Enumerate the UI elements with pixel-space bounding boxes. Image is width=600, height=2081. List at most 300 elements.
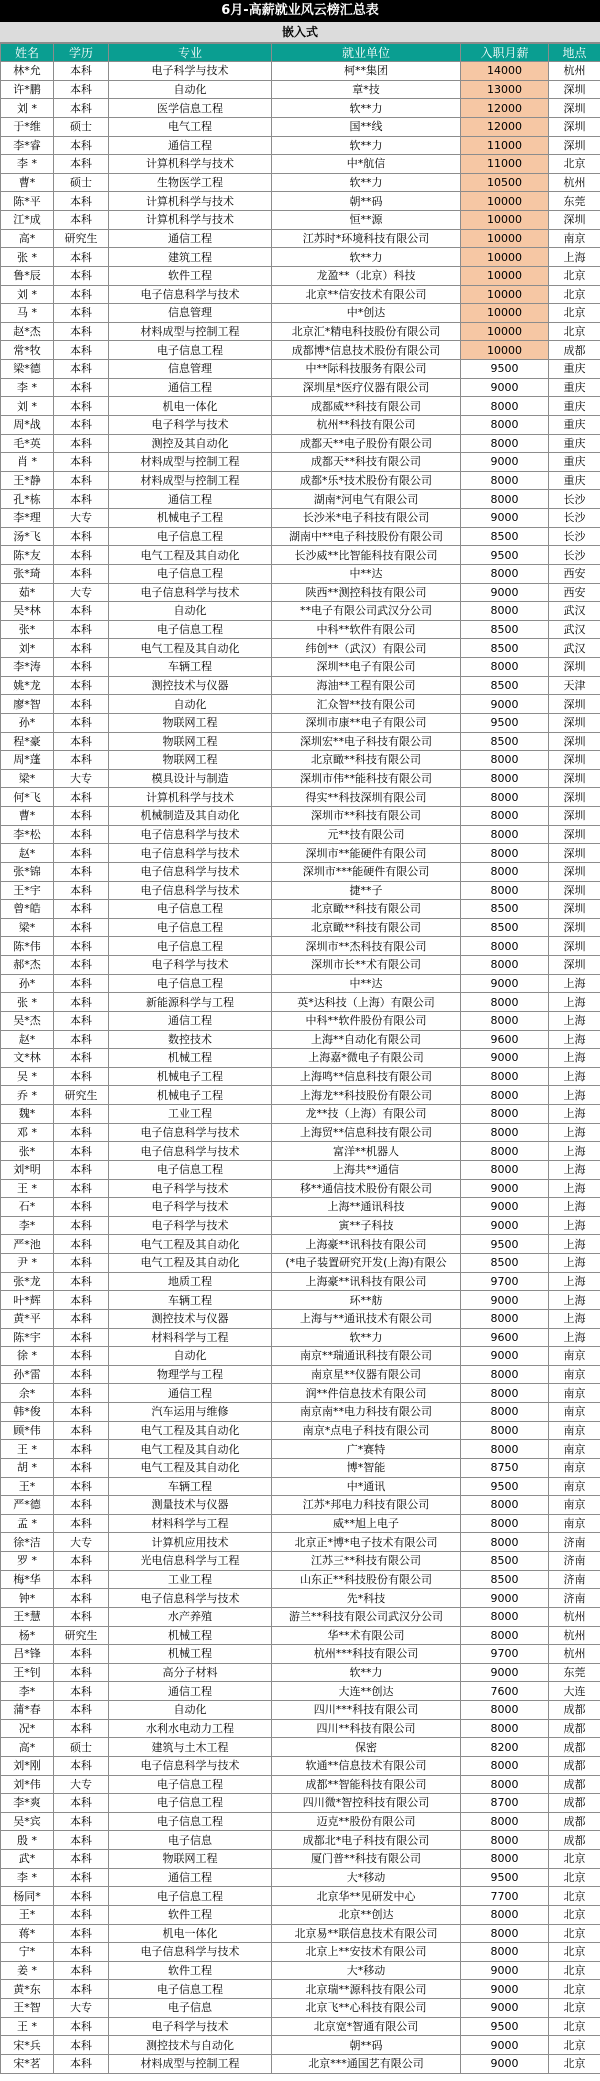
cell-major: 通信工程 (109, 1011, 272, 1030)
cell-employer: 长沙米*电子科技有限公司 (272, 509, 461, 528)
cell-salary: 9000 (461, 2036, 549, 2055)
cell-employer: 得实**科技深圳有限公司 (272, 788, 461, 807)
cell-major: 计算机应用技术 (109, 1533, 272, 1552)
cell-salary: 10000 (461, 192, 549, 211)
cell-major: 物联网工程 (109, 751, 272, 770)
cell-major: 电子信息工程 (109, 918, 272, 937)
cell-degree: 本科 (54, 1179, 109, 1198)
table-row (1, 1850, 600, 1869)
table-row (1, 490, 600, 509)
cell-degree: 本科 (54, 1309, 109, 1328)
cell-name: 高* (1, 229, 54, 248)
table-row (1, 266, 600, 285)
cell-salary: 9600 (461, 1030, 549, 1049)
col-header-major: 专业 (109, 44, 272, 62)
cell-employer: 北京瞰**科技有限公司 (272, 900, 461, 919)
cell-location: 重庆 (549, 434, 600, 453)
cell-name: 杨同* (1, 1887, 54, 1906)
cell-degree: 本科 (54, 900, 109, 919)
cell-major: 水利水电动力工程 (109, 1719, 272, 1738)
cell-salary: 8000 (461, 993, 549, 1012)
cell-employer: 深圳市长**术有限公司 (272, 956, 461, 975)
cell-degree: 本科 (54, 2036, 109, 2055)
table-row (1, 956, 600, 975)
cell-salary: 10000 (461, 248, 549, 267)
cell-degree: 本科 (54, 1477, 109, 1496)
cell-employer: 华**术有限公司 (272, 1626, 461, 1645)
cell-location: 北京 (549, 322, 600, 341)
cell-name: 林*允 (1, 62, 54, 81)
cell-salary: 8000 (461, 1533, 549, 1552)
table-row (1, 62, 600, 81)
cell-employer: 纬创**（武汉）有限公司 (272, 639, 461, 658)
cell-location: 北京 (549, 1980, 600, 1999)
cell-major: 电气工程及其自动化 (109, 1458, 272, 1477)
table-row (1, 620, 600, 639)
cell-location: 上海 (549, 1086, 600, 1105)
cell-major: 测控及其自动化 (109, 434, 272, 453)
table-row (1, 1477, 600, 1496)
cell-employer: 陕西**测控科技有限公司 (272, 583, 461, 602)
cell-name: 吴*林 (1, 602, 54, 621)
cell-location: 上海 (549, 993, 600, 1012)
cell-name: 郝*杰 (1, 956, 54, 975)
cell-name: 魏* (1, 1105, 54, 1124)
table-row (1, 732, 600, 751)
table-row (1, 695, 600, 714)
cell-degree: 本科 (54, 1123, 109, 1142)
table-row (1, 1254, 600, 1273)
cell-degree: 本科 (54, 918, 109, 937)
cell-salary: 8000 (461, 825, 549, 844)
cell-employer: 深圳市康**电子有限公司 (272, 713, 461, 732)
cell-location: 深圳 (549, 80, 600, 99)
cell-major: 通信工程 (109, 378, 272, 397)
cell-employer: 龙**技（上海）有限公司 (272, 1105, 461, 1124)
cell-degree: 本科 (54, 639, 109, 658)
cell-location: 成都 (549, 1719, 600, 1738)
cell-location: 济南 (549, 1589, 600, 1608)
cell-location: 长沙 (549, 490, 600, 509)
cell-location: 东莞 (549, 192, 600, 211)
cell-employer: 上海共**通信 (272, 1160, 461, 1179)
cell-location: 北京 (549, 1905, 600, 1924)
cell-name: 杨* (1, 1626, 54, 1645)
cell-employer: 长沙威**比智能科技有限公司 (272, 546, 461, 565)
cell-major: 电气工程 (109, 117, 272, 136)
cell-name: 张*琦 (1, 564, 54, 583)
cell-location: 上海 (549, 1309, 600, 1328)
cell-salary: 8500 (461, 918, 549, 937)
cell-salary: 8000 (461, 862, 549, 881)
cell-degree: 本科 (54, 620, 109, 639)
cell-salary: 8000 (461, 1403, 549, 1422)
cell-degree: 本科 (54, 2054, 109, 2073)
cell-location: 北京 (549, 1943, 600, 1962)
cell-salary: 13000 (461, 80, 549, 99)
cell-employer: 国**线 (272, 117, 461, 136)
cell-salary: 8000 (461, 1160, 549, 1179)
cell-major: 模具设计与制造 (109, 769, 272, 788)
cell-degree: 本科 (54, 527, 109, 546)
cell-name: 文*林 (1, 1049, 54, 1068)
table-row (1, 1309, 600, 1328)
cell-salary: 8000 (461, 1607, 549, 1626)
table-row (1, 1421, 600, 1440)
cell-employer: 北京飞**心科技有限公司 (272, 1999, 461, 2018)
cell-major: 机械电子工程 (109, 1067, 272, 1086)
cell-major: 电子信息工程 (109, 1794, 272, 1813)
cell-salary: 8000 (461, 1812, 549, 1831)
cell-name: 赵* (1, 1030, 54, 1049)
cell-major: 电子科学与技术 (109, 1198, 272, 1217)
cell-name: 张 * (1, 993, 54, 1012)
cell-salary: 9000 (461, 1961, 549, 1980)
cell-name: 吕*锋 (1, 1645, 54, 1664)
cell-degree: 硕士 (54, 117, 109, 136)
table-row (1, 1235, 600, 1254)
cell-salary: 8000 (461, 1421, 549, 1440)
cell-name: 孙*雷 (1, 1365, 54, 1384)
cell-name: 宋*兵 (1, 2036, 54, 2055)
cell-salary: 9000 (461, 583, 549, 602)
cell-employer: 上海**自动化有限公司 (272, 1030, 461, 1049)
cell-major: 机械电子工程 (109, 1086, 272, 1105)
cell-location: 上海 (549, 1198, 600, 1217)
cell-employer: 江苏*邦电力科技有限公司 (272, 1496, 461, 1515)
table-row (1, 1868, 600, 1887)
cell-degree: 本科 (54, 564, 109, 583)
cell-degree: 本科 (54, 1589, 109, 1608)
cell-salary: 8500 (461, 620, 549, 639)
cell-salary: 7600 (461, 1682, 549, 1701)
cell-name: 王 * (1, 1179, 54, 1198)
table-row (1, 1905, 600, 1924)
cell-location: 上海 (549, 1011, 600, 1030)
cell-employer: 南京*点电子科技有限公司 (272, 1421, 461, 1440)
cell-employer: 软通**信息技术有限公司 (272, 1756, 461, 1775)
cell-degree: 本科 (54, 2017, 109, 2036)
cell-degree: 本科 (54, 1552, 109, 1571)
cell-major: 汽车运用与维修 (109, 1403, 272, 1422)
cell-name: 王*宇 (1, 881, 54, 900)
cell-employer: 北京华**见研发中心 (272, 1887, 461, 1906)
cell-degree: 本科 (54, 266, 109, 285)
cell-salary: 8500 (461, 1552, 549, 1571)
cell-employer: 威**旭上电子 (272, 1514, 461, 1533)
cell-employer: 中*创达 (272, 304, 461, 323)
cell-major: 物联网工程 (109, 1850, 272, 1869)
cell-major: 建筑工程 (109, 248, 272, 267)
cell-employer: 南京**瑞通讯科技有限公司 (272, 1347, 461, 1366)
cell-location: 长沙 (549, 527, 600, 546)
cell-degree: 本科 (54, 1421, 109, 1440)
cell-name: 常*牧 (1, 341, 54, 360)
cell-degree: 本科 (54, 751, 109, 770)
table-row (1, 1701, 600, 1720)
table-body (1, 62, 600, 2074)
cell-major: 机械工程 (109, 1645, 272, 1664)
cell-location: 深圳 (549, 937, 600, 956)
cell-major: 电子信息工程 (109, 620, 272, 639)
cell-degree: 本科 (54, 1496, 109, 1515)
cell-degree: 本科 (54, 62, 109, 81)
employment-table (0, 43, 600, 2074)
cell-name: 王*钊 (1, 1663, 54, 1682)
cell-major: 电子信息科学与技术 (109, 825, 272, 844)
cell-major: 电子信息工程 (109, 1812, 272, 1831)
table-row (1, 974, 600, 993)
cell-employer: 迈克**股份有限公司 (272, 1812, 461, 1831)
cell-degree: 本科 (54, 1812, 109, 1831)
cell-major: 电子信息工程 (109, 527, 272, 546)
table-row (1, 1049, 600, 1068)
cell-salary: 8000 (461, 1905, 549, 1924)
cell-name: 吴*杰 (1, 1011, 54, 1030)
cell-name: 王*智 (1, 1999, 54, 2018)
cell-employer: 软**力 (272, 136, 461, 155)
cell-degree: 本科 (54, 825, 109, 844)
cell-salary: 9000 (461, 974, 549, 993)
cell-salary: 9500 (461, 1868, 549, 1887)
cell-degree: 本科 (54, 732, 109, 751)
cell-employer: 软**力 (272, 1328, 461, 1347)
cell-major: 电子信息 (109, 1831, 272, 1850)
cell-employer: 移**通信技术股份有限公司 (272, 1179, 461, 1198)
cell-location: 北京 (549, 1887, 600, 1906)
cell-major: 机电一体化 (109, 1924, 272, 1943)
cell-location: 大连 (549, 1682, 600, 1701)
cell-degree: 本科 (54, 1254, 109, 1273)
cell-salary: 9000 (461, 1980, 549, 1999)
cell-location: 深圳 (549, 956, 600, 975)
cell-major: 软件工程 (109, 1905, 272, 1924)
cell-name: 孙* (1, 974, 54, 993)
cell-location: 上海 (549, 1142, 600, 1161)
cell-employer: 北京正*博*电子技术有限公司 (272, 1533, 461, 1552)
cell-degree: 本科 (54, 844, 109, 863)
cell-location: 北京 (549, 304, 600, 323)
cell-major: 生物医学工程 (109, 173, 272, 192)
cell-salary: 9000 (461, 1589, 549, 1608)
cell-major: 电子信息工程 (109, 974, 272, 993)
cell-employer: 上海豪**讯科技有限公司 (272, 1272, 461, 1291)
cell-employer: 广*赛特 (272, 1440, 461, 1459)
cell-major: 测控技术与仪器 (109, 1309, 272, 1328)
cell-name: 吴 * (1, 1067, 54, 1086)
cell-degree: 本科 (54, 1682, 109, 1701)
cell-major: 通信工程 (109, 229, 272, 248)
cell-salary: 8000 (461, 1756, 549, 1775)
cell-salary: 10000 (461, 304, 549, 323)
cell-location: 上海 (549, 1105, 600, 1124)
cell-degree: 本科 (54, 788, 109, 807)
table-row (1, 1570, 600, 1589)
cell-employer: 深圳宏**电子科技有限公司 (272, 732, 461, 751)
cell-location: 深圳 (549, 769, 600, 788)
cell-major: 电子信息 (109, 1999, 272, 2018)
cell-degree: 本科 (54, 211, 109, 230)
cell-major: 物联网工程 (109, 713, 272, 732)
table-row (1, 1775, 600, 1794)
cell-name: 王*慧 (1, 1607, 54, 1626)
cell-location: 成都 (549, 1775, 600, 1794)
cell-location: 北京 (549, 266, 600, 285)
table-row (1, 1719, 600, 1738)
cell-degree: 本科 (54, 1943, 109, 1962)
cell-degree: 本科 (54, 99, 109, 118)
cell-degree: 本科 (54, 1663, 109, 1682)
cell-major: 电子科学与技术 (109, 1179, 272, 1198)
cell-location: 武汉 (549, 620, 600, 639)
cell-employer: 寅**子科技 (272, 1216, 461, 1235)
cell-name: 陈*宇 (1, 1328, 54, 1347)
cell-degree: 本科 (54, 304, 109, 323)
cell-salary: 9000 (461, 1049, 549, 1068)
cell-salary: 8500 (461, 1254, 549, 1273)
cell-name: 王 * (1, 1440, 54, 1459)
cell-salary: 9000 (461, 1347, 549, 1366)
cell-employer: 大连**创达 (272, 1682, 461, 1701)
cell-degree: 本科 (54, 1105, 109, 1124)
cell-major: 机械制造及其自动化 (109, 807, 272, 826)
cell-employer: 润**件信息技术有限公司 (272, 1384, 461, 1403)
cell-degree: 本科 (54, 136, 109, 155)
cell-salary: 8500 (461, 676, 549, 695)
cell-major: 材料成型与控制工程 (109, 2054, 272, 2073)
cell-location: 南京 (549, 1496, 600, 1515)
cell-employer: 四川**科技有限公司 (272, 1719, 461, 1738)
cell-salary: 11000 (461, 155, 549, 174)
cell-employer: 游兰**科技有限公司武汉分公司 (272, 1607, 461, 1626)
cell-major: 通信工程 (109, 490, 272, 509)
cell-salary: 10000 (461, 285, 549, 304)
col-header-degree: 学历 (54, 44, 109, 62)
table-row (1, 1216, 600, 1235)
cell-salary: 8200 (461, 1738, 549, 1757)
cell-major: 机械工程 (109, 1626, 272, 1645)
table-row (1, 900, 600, 919)
cell-degree: 本科 (54, 937, 109, 956)
cell-name: 王* (1, 1477, 54, 1496)
cell-employer: 恒**源 (272, 211, 461, 230)
cell-degree: 本科 (54, 1868, 109, 1887)
cell-location: 上海 (549, 1049, 600, 1068)
cell-major: 测控技术与自动化 (109, 2036, 272, 2055)
cell-employer: 上海龙**科技股份有限公司 (272, 1086, 461, 1105)
cell-employer: 北京易**联信息技术有限公司 (272, 1924, 461, 1943)
cell-location: 深圳 (549, 881, 600, 900)
cell-salary: 8000 (461, 471, 549, 490)
table-row (1, 1160, 600, 1179)
cell-name: 李 * (1, 378, 54, 397)
cell-degree: 本科 (54, 453, 109, 472)
cell-degree: 本科 (54, 1887, 109, 1906)
cell-major: 电子信息工程 (109, 341, 272, 360)
cell-name: 孙* (1, 713, 54, 732)
cell-name: 何*飞 (1, 788, 54, 807)
table-row (1, 1291, 600, 1310)
cell-degree: 本科 (54, 1570, 109, 1589)
cell-degree: 本科 (54, 1458, 109, 1477)
cell-employer: 深圳星*医疗仪器有限公司 (272, 378, 461, 397)
cell-major: 电子信息工程 (109, 937, 272, 956)
cell-salary: 9000 (461, 695, 549, 714)
cell-salary: 9000 (461, 1216, 549, 1235)
cell-name: 刘* (1, 639, 54, 658)
cell-degree: 硕士 (54, 173, 109, 192)
cell-name: 曾*皓 (1, 900, 54, 919)
cell-degree: 本科 (54, 1850, 109, 1869)
table-row (1, 583, 600, 602)
cell-degree: 本科 (54, 676, 109, 695)
cell-degree: 本科 (54, 1645, 109, 1664)
cell-major: 车辆工程 (109, 658, 272, 677)
cell-salary: 8000 (461, 751, 549, 770)
table-row (1, 2036, 600, 2055)
cell-employer: 深圳市**能硬件有限公司 (272, 844, 461, 863)
cell-employer: 湖南*河电气有限公司 (272, 490, 461, 509)
cell-location: 深圳 (549, 900, 600, 919)
cell-salary: 11000 (461, 136, 549, 155)
cell-salary: 9500 (461, 713, 549, 732)
cell-employer: 博*智能 (272, 1458, 461, 1477)
cell-salary: 9000 (461, 509, 549, 528)
cell-employer: 成都**智能科技有限公司 (272, 1775, 461, 1794)
cell-major: 机械电子工程 (109, 509, 272, 528)
cell-salary: 8000 (461, 1011, 549, 1030)
table-row (1, 1831, 600, 1850)
cell-degree: 大专 (54, 769, 109, 788)
cell-employer: 元**技有限公司 (272, 825, 461, 844)
table-row (1, 1384, 600, 1403)
cell-employer: 北京***通国艺有限公司 (272, 2054, 461, 2073)
cell-name: 李*涛 (1, 658, 54, 677)
table-row (1, 2054, 600, 2073)
cell-location: 南京 (549, 1477, 600, 1496)
cell-employer: 北京**创达 (272, 1905, 461, 1924)
cell-degree: 研究生 (54, 1086, 109, 1105)
cell-location: 上海 (549, 1235, 600, 1254)
cell-salary: 8000 (461, 1924, 549, 1943)
cell-name: 胡 * (1, 1458, 54, 1477)
cell-location: 南京 (549, 1514, 600, 1533)
cell-location: 北京 (549, 2036, 600, 2055)
cell-name: 江*成 (1, 211, 54, 230)
cell-employer: 成都博*信息技术股份有限公司 (272, 341, 461, 360)
table-row (1, 937, 600, 956)
cell-degree: 本科 (54, 1719, 109, 1738)
cell-employer: 朝**码 (272, 2036, 461, 2055)
cell-salary: 8000 (461, 397, 549, 416)
cell-salary: 8700 (461, 1794, 549, 1813)
table-row (1, 360, 600, 379)
cell-location: 南京 (549, 1403, 600, 1422)
cell-major: 自动化 (109, 1347, 272, 1366)
cell-name: 鲁*辰 (1, 266, 54, 285)
cell-employer: 成都*乐*技术股份有限公司 (272, 471, 461, 490)
cell-salary: 9500 (461, 1235, 549, 1254)
cell-major: 水产养殖 (109, 1607, 272, 1626)
cell-salary: 9600 (461, 1328, 549, 1347)
cell-salary: 8000 (461, 602, 549, 621)
cell-location: 深圳 (549, 862, 600, 881)
cell-location: 北京 (549, 1868, 600, 1887)
cell-degree: 本科 (54, 713, 109, 732)
cell-salary: 8500 (461, 639, 549, 658)
cell-salary: 8000 (461, 844, 549, 863)
cell-location: 深圳 (549, 713, 600, 732)
